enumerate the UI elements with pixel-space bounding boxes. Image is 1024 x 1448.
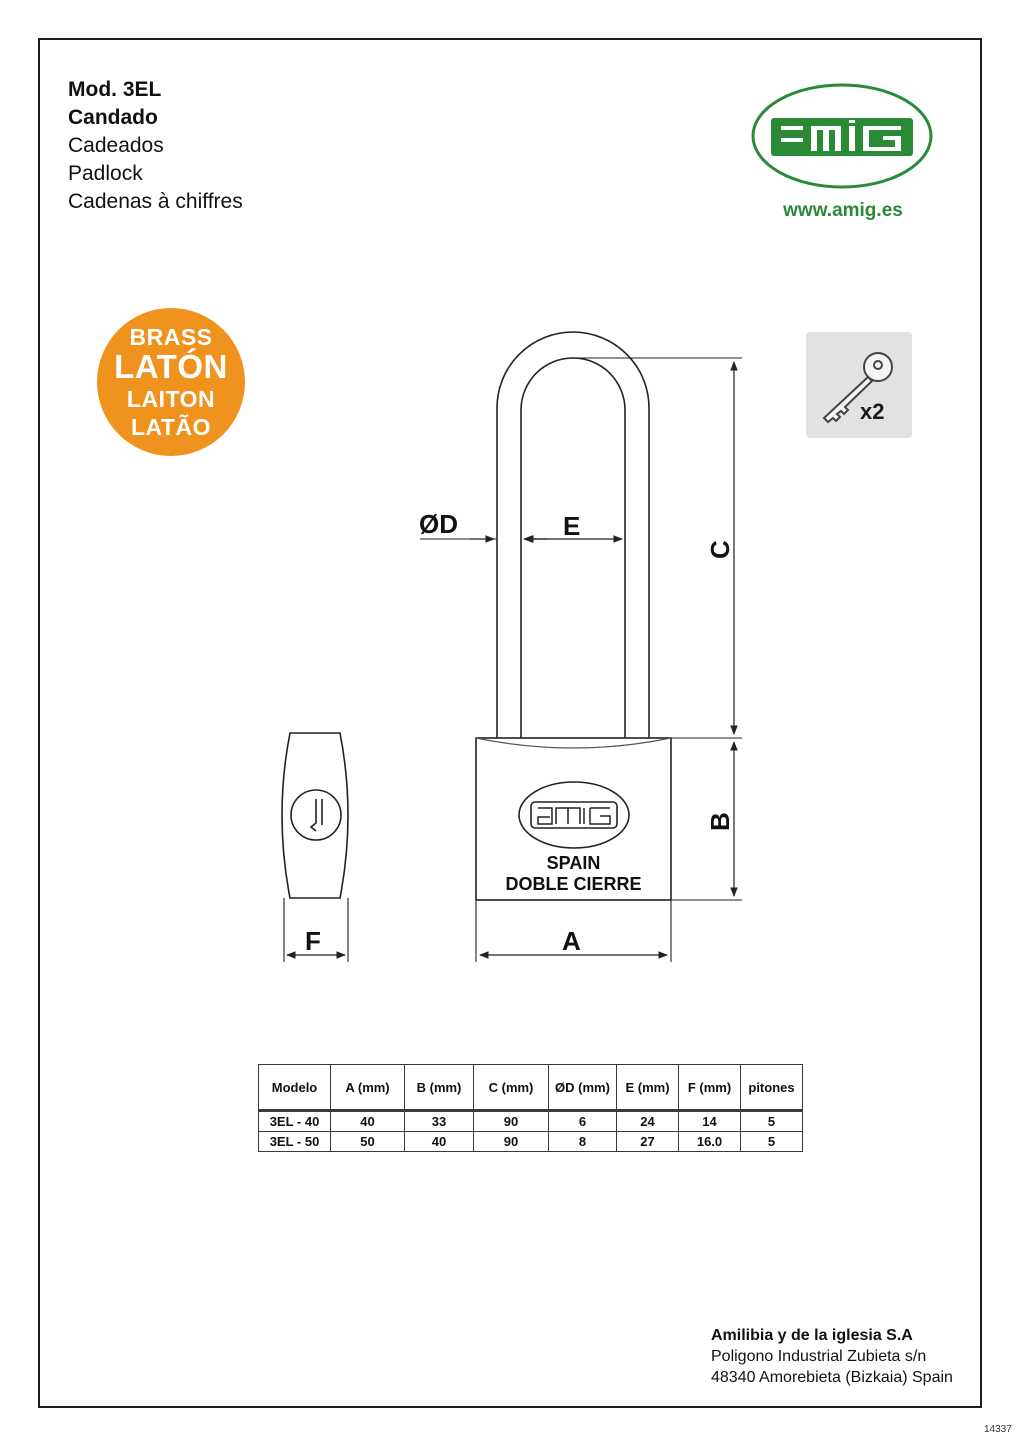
spec-table [258, 1064, 803, 1152]
table-cell: 50 [331, 1132, 405, 1152]
col-header-a: A (mm) [331, 1065, 405, 1111]
col-header-pitones: pitones [741, 1065, 803, 1111]
table-cell: 90 [474, 1111, 549, 1132]
dim-label-f: F [305, 926, 321, 956]
col-header-b: B (mm) [405, 1065, 474, 1111]
table-cell: 8 [549, 1132, 617, 1152]
badge-line-laiton: LAITON [126, 386, 216, 412]
product-name-fr: Cadenas à chiffres [68, 190, 243, 213]
table-cell: 3EL - 50 [259, 1132, 331, 1152]
table-row [259, 1111, 803, 1132]
badge-line-laton: LATÓN [114, 348, 228, 385]
lock-side-view [282, 733, 348, 898]
table-cell: 40 [405, 1132, 474, 1152]
company-address-line1: Poligono Industrial Zubieta s/n [711, 1348, 927, 1365]
product-name-en: Padlock [68, 162, 143, 185]
company-name: Amilibia y de la iglesia S.A [711, 1327, 913, 1344]
dim-label-a: A [562, 926, 581, 956]
table-header-row [259, 1065, 803, 1111]
table-cell: 16.0 [679, 1132, 741, 1152]
badge-line-latao: LATÃO [130, 414, 211, 440]
table-cell: 5 [741, 1111, 803, 1132]
company-info [711, 1325, 953, 1388]
document-number: 14337 [984, 1424, 1012, 1435]
col-header-d: ØD (mm) [549, 1065, 617, 1111]
lock-body-text [476, 853, 671, 895]
dim-label-e: E [563, 511, 581, 541]
table-cell: 6 [549, 1111, 617, 1132]
table-cell: 40 [331, 1111, 405, 1132]
model-title: Mod. 3EL [68, 78, 162, 101]
col-header-f: F (mm) [679, 1065, 741, 1111]
dim-label-d: ØD [419, 509, 458, 539]
table-cell: 27 [617, 1132, 679, 1152]
table-cell: 14 [679, 1111, 741, 1132]
website-url: www.amig.es [783, 200, 903, 221]
col-header-modelo: Modelo [259, 1065, 331, 1111]
lock-text-doble-cierre: DOBLE CIERRE [505, 874, 642, 894]
table-cell: 90 [474, 1132, 549, 1152]
col-header-e: E (mm) [617, 1065, 679, 1111]
table-cell: 3EL - 40 [259, 1111, 331, 1132]
col-header-c: C (mm) [474, 1065, 549, 1111]
product-name-pt: Cadeados [68, 134, 164, 157]
company-address-line2: 48340 Amorebieta (Bizkaia) Spain [711, 1369, 953, 1386]
table-cell: 24 [617, 1111, 679, 1132]
table-cell: 33 [405, 1111, 474, 1132]
badge-line-brass: BRASS [129, 324, 213, 350]
table-row [259, 1132, 803, 1152]
key-count: x2 [860, 399, 885, 424]
lock-text-spain: SPAIN [546, 853, 601, 873]
dim-label-b: B [705, 812, 735, 831]
product-name-es: Candado [68, 106, 158, 129]
dim-label-c: C [705, 540, 735, 559]
table-cell: 5 [741, 1132, 803, 1152]
